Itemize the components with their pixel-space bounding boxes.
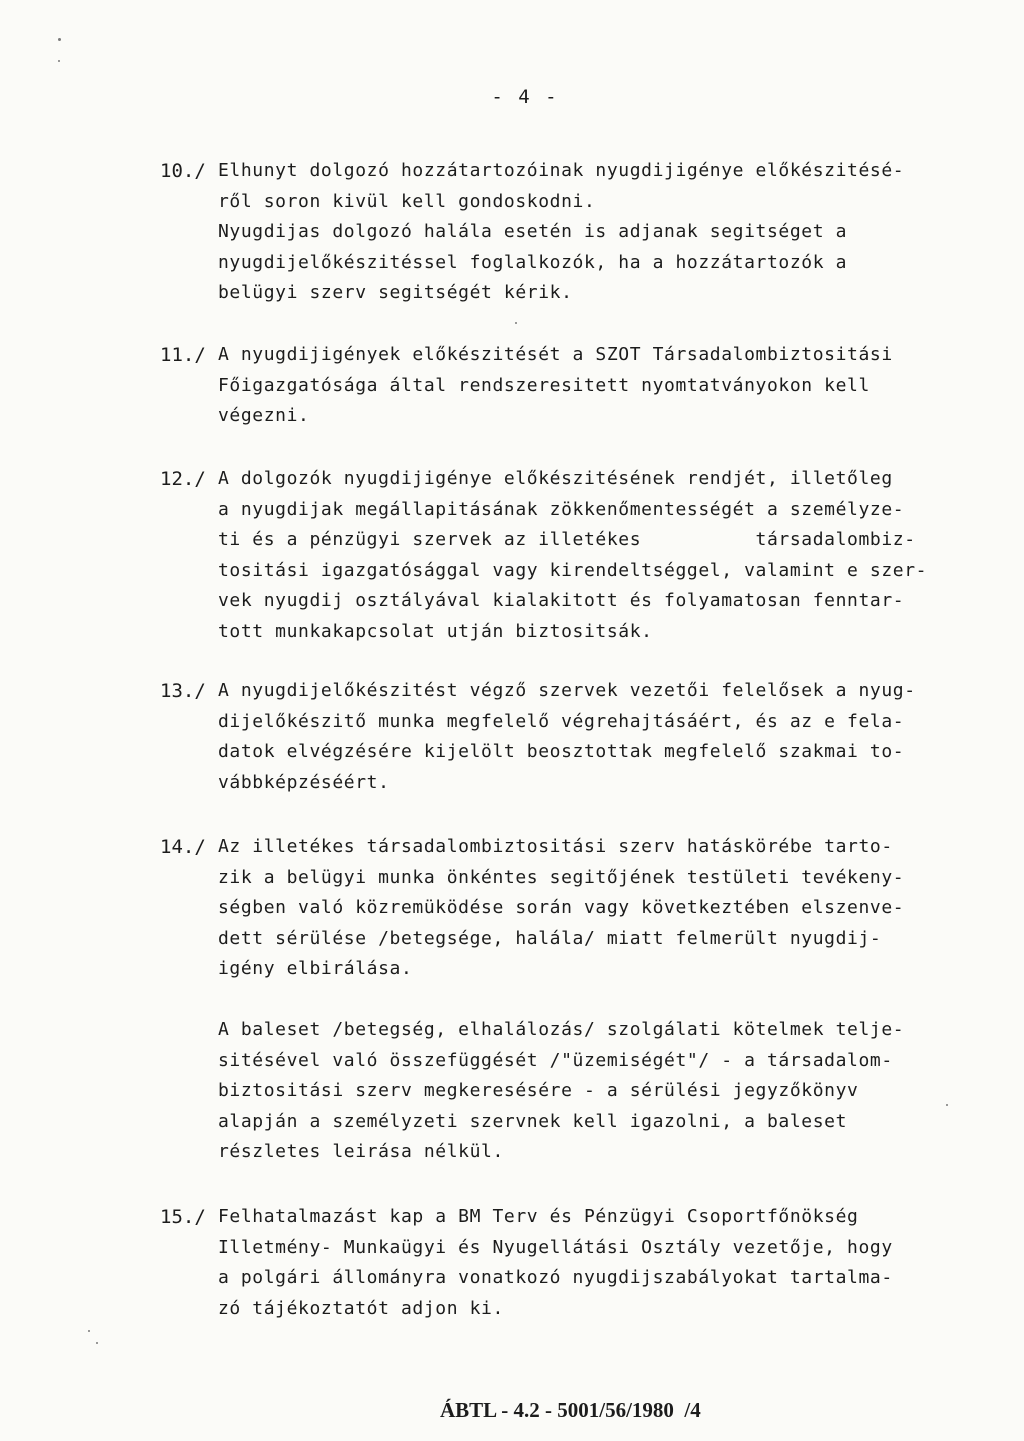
item-number: 14./ [160, 836, 206, 858]
paragraph: Elhunyt dolgozó hozzátartozóinak nyugdijigénye előkészitésé- ről soron kivül kell gondoskodni. Nyugdijas dolgozó halála esetén is adjanak segitséget a nyugdijelőkészitéssel foglalkozók, ha a hozzátartozók a belügyi szerv segitségét kérik. [218, 160, 905, 303]
scan-speck [515, 322, 517, 324]
paragraph: A dolgozók nyugdijigénye előkészitésének rendjét, illetőleg a nyugdijak megállapitásának zökkenőmentességét a személyze- ti és a pénzügyi szervek az illetékes társadalombiz- tositási igazgatósággal vagy kirendeltséggel, valamint e szer- vek nyugdij osztályával kialakitott és folyamatosan fenntar- tott munkakapcsolat utján biztositsák. [218, 468, 928, 642]
item-body [218, 676, 988, 798]
item-body [218, 156, 988, 309]
page-number: - 4 - [491, 86, 559, 108]
archive-reference: ÁBTL - 4.2 - 5001/56/1980 /4 [440, 1398, 701, 1422]
paragraph: A baleset /betegség, elhalálozás/ szolgálati kötelmek telje- sitésével való összefüggését /"üzemiségét"/ - a társadalom- biztositási szerv megkeresésére - a sérülési jegyzőkönyv alapján a személyzeti szervnek kell igazolni, a baleset részletes leirása nélkül. [218, 1019, 905, 1162]
paragraph: Az illetékes társadalombiztositási szerv hatáskörébe tarto- zik a belügyi munka önkéntes segitőjének testületi tevékeny- ségben való közremüködése során vagy következtében elszenve- dett sérülése /betegsége, halála/ miatt felmerült nyugdij- igény elbirálása. [218, 836, 905, 979]
item-number: 10./ [160, 160, 206, 182]
paragraph: Felhatalmazást kap a BM Terv és Pénzügyi Csoportfőnökség Illetmény- Munkaügyi és Nyugellátási Osztály vezetője, hogy a polgári állományra vonatkozó nyugdijszabályokat tartalma- zó tájékoztatót adjon ki. [218, 1206, 893, 1319]
item-number: 13./ [160, 680, 206, 702]
scan-speck [58, 38, 61, 41]
item-body [218, 832, 988, 1168]
scan-speck [58, 60, 60, 62]
paragraph: A nyugdijigények előkészitését a SZOT Társadalombiztositási Főigazgatósága által rendszeresitett nyomtatványokon kell végezni. [218, 344, 893, 426]
item-body [218, 464, 988, 647]
item-number: 15./ [160, 1206, 206, 1228]
item-number: 12./ [160, 468, 206, 490]
item-body [218, 1202, 988, 1324]
scan-speck [946, 1104, 948, 1106]
paragraph: A nyugdijelőkészitést végző szervek vezetői felelősek a nyug- dijelőkészitő munka megfelelő végrehajtásáért, és az e fela- datok elvégzésére kijelölt beosztottak megfelelő szakmai to- vábbképzéséért. [218, 680, 916, 793]
scan-speck [88, 1330, 90, 1332]
scan-speck [96, 1342, 98, 1344]
item-number: 11./ [160, 344, 206, 366]
item-body [218, 340, 988, 432]
